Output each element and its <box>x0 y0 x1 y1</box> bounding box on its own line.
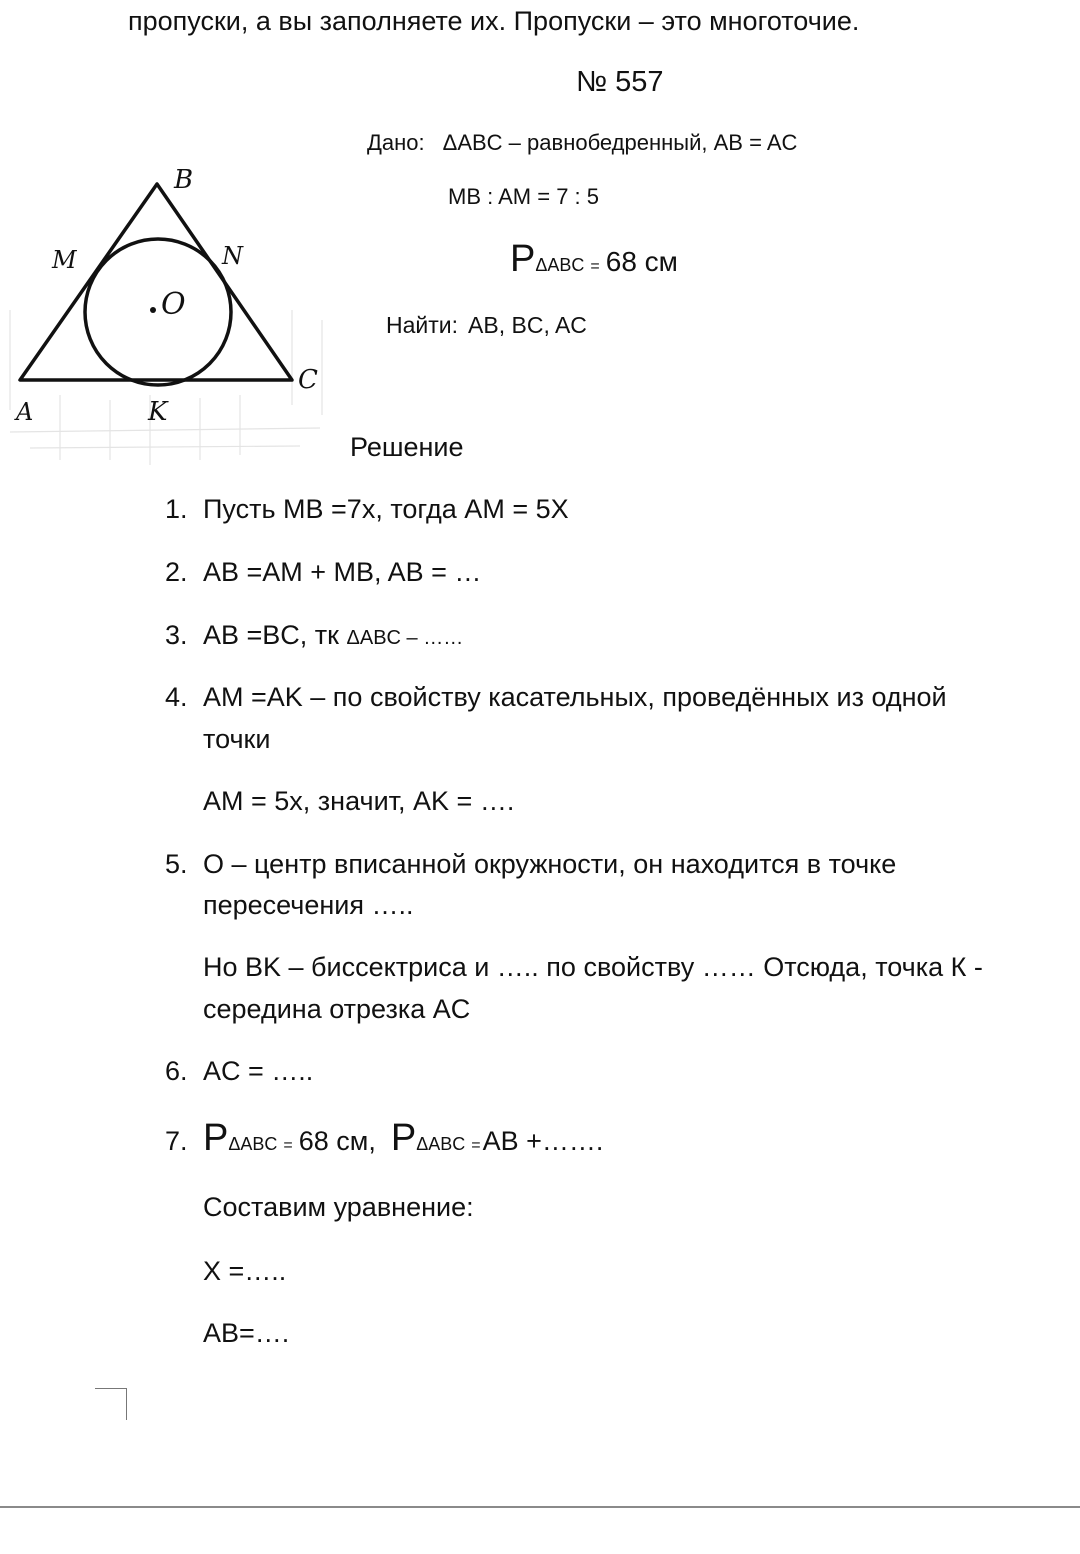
page-bottom-divider <box>0 1506 1080 1508</box>
step-text: AM =AK – по свойству касательных, проведённых из одной <box>203 682 947 712</box>
step-4-line2: точки <box>203 724 271 754</box>
perimeter-expression: AB +……. <box>482 1126 604 1156</box>
step-number: 4. <box>165 682 188 712</box>
step-number: 6. <box>165 1056 188 1086</box>
label-m: M <box>52 246 77 274</box>
step-6 <box>165 1056 313 1087</box>
solution-title: Решение <box>350 432 464 462</box>
step-number: 1. <box>165 494 188 524</box>
perimeter-subscript-2: ΔABC <box>416 1134 466 1154</box>
page-corner-mark <box>95 1388 127 1420</box>
given-statement <box>367 130 797 156</box>
center-point <box>150 307 156 313</box>
perimeter-symbol: P <box>203 1117 229 1159</box>
step-2 <box>165 557 481 588</box>
step-5 <box>165 849 896 880</box>
perimeter-value: 68 см <box>605 246 678 277</box>
step-3 <box>165 620 463 651</box>
perimeter-equals-2: = <box>471 1137 481 1154</box>
step-text: AB =BC, тк <box>203 620 339 650</box>
equation-intro: Составим уравнение: <box>203 1192 474 1222</box>
incircle <box>85 239 231 385</box>
problem-number: № 557 <box>576 66 664 98</box>
perimeter-symbol-2: P <box>390 1117 417 1159</box>
step-text: AB =AM + MB, AB = … <box>203 557 482 587</box>
step-number: 7. <box>165 1126 188 1156</box>
given-label: Дано: <box>367 130 425 155</box>
x-line: X =….. <box>203 1256 287 1286</box>
find-label: Найти: <box>386 312 459 338</box>
given-text: ΔABC – равнобедренный, AB = AC <box>442 130 798 155</box>
given-perimeter <box>510 238 678 281</box>
label-c: C <box>298 365 318 395</box>
perimeter-value: 68 см, <box>298 1126 376 1156</box>
label-b: B <box>174 165 194 195</box>
perimeter-subscript: ΔABC <box>535 255 585 275</box>
step-4 <box>165 682 947 713</box>
triangle-figure <box>0 160 340 470</box>
intro-text: пропуски, а вы заполняете их. Пропуски – это многоточие. <box>128 6 860 36</box>
step-number: 2. <box>165 557 188 587</box>
label-n: N <box>222 242 243 270</box>
perimeter-symbol: P <box>510 238 536 280</box>
step-4-extra: AM = 5x, значит, AK = …. <box>203 786 515 816</box>
perimeter-equals: = <box>283 1137 293 1154</box>
perimeter-equals: = <box>590 258 600 275</box>
step-small-text: ΔABC – …… <box>346 627 464 649</box>
step-text: Пусть MB =7x, тогда AM = 5X <box>203 494 569 524</box>
triangle-abc <box>20 184 292 380</box>
step-5-extra2: середина отрезка AC <box>203 994 471 1024</box>
step-number: 5. <box>165 849 188 879</box>
label-a: A <box>16 398 34 426</box>
given-ratio: MB : AM = 7 : 5 <box>448 184 600 209</box>
find-items: AB, BC, AC <box>468 312 587 338</box>
label-o: O <box>161 287 186 322</box>
perimeter-subscript: ΔABC <box>228 1134 278 1154</box>
step-text: AC = ….. <box>203 1056 314 1086</box>
label-k: K <box>148 397 168 427</box>
step-number: 3. <box>165 620 188 650</box>
step-7 <box>165 1117 603 1160</box>
step-1 <box>165 494 569 525</box>
step-5-extra1: Но BK – биссектриса и ….. по свойству …… Отсюда, точка К - <box>203 952 983 982</box>
sketch-grid-marks <box>10 310 322 465</box>
ab-line: AB=…. <box>203 1318 290 1348</box>
find-statement <box>386 312 587 339</box>
step-text: О – центр вписанной окружности, он находится в точке <box>203 849 897 879</box>
step-5-line2: пересечения ….. <box>203 890 414 920</box>
